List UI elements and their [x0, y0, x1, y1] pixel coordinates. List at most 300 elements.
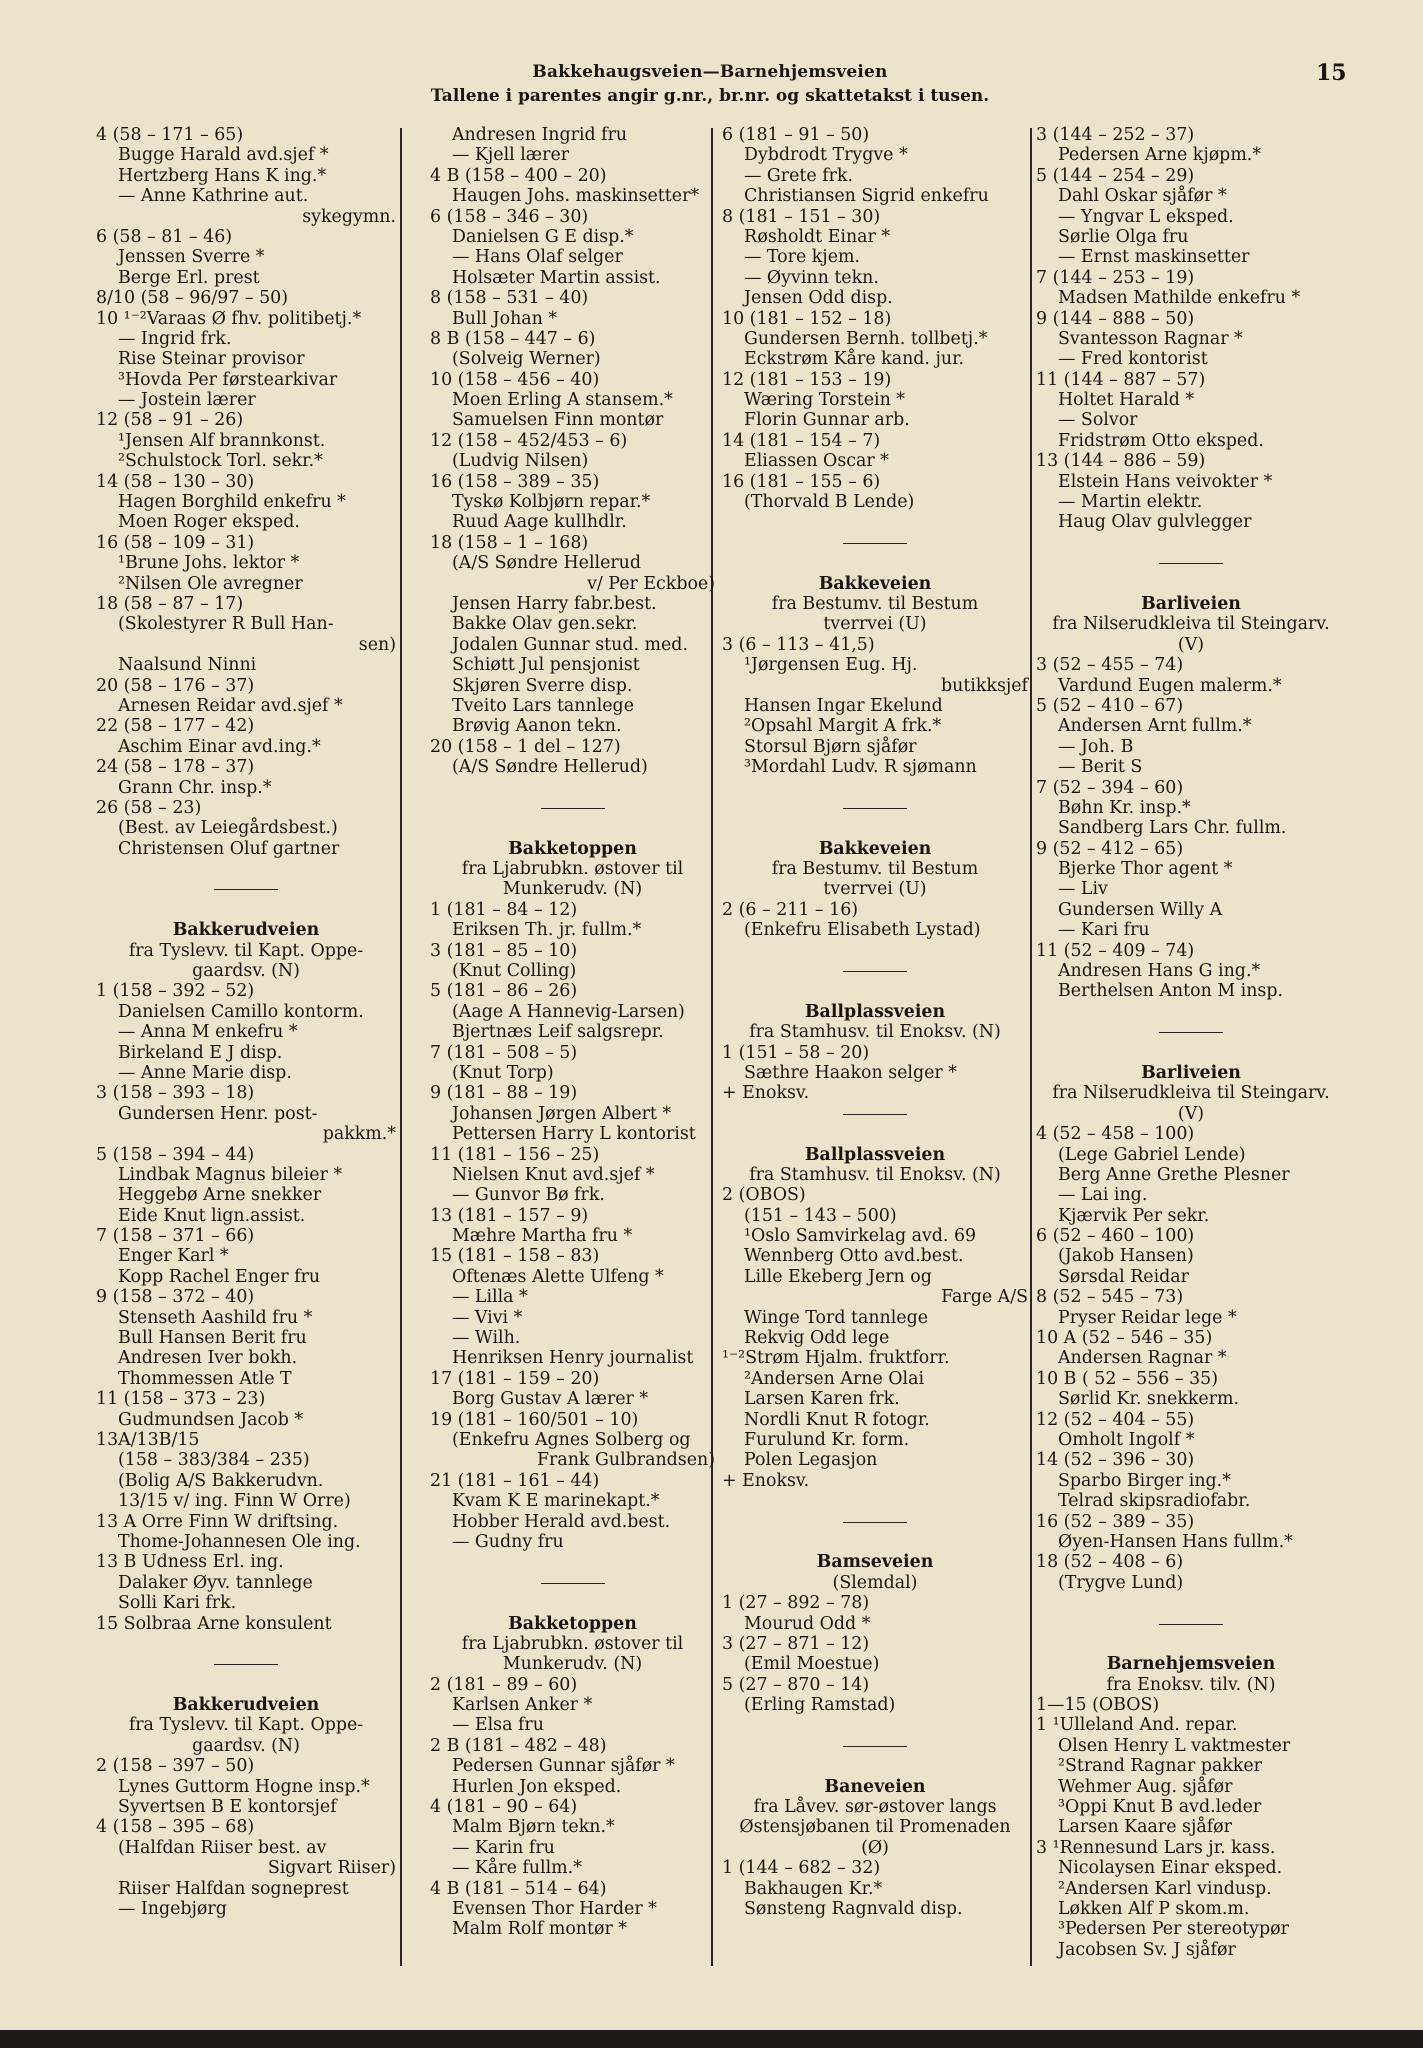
directory-line: ¹Oslo Samvirkelag avd. 69 [744, 1226, 977, 1247]
directory-line: — Solvor [1058, 410, 1138, 431]
directory-line: v/ Per Eckboe) [587, 573, 715, 594]
scan-edge [0, 2030, 1423, 2048]
page-number: 15 [1316, 60, 1347, 86]
directory-line: fra Stamhusv. til Enoksv. (N) [749, 1022, 1001, 1043]
directory-line: (Skolestyrer R Bull Han- [118, 614, 334, 635]
directory-line: Riiser Halfdan sogneprest [118, 1878, 349, 1899]
spacer [96, 1634, 396, 1654]
directory-line: Nielsen Knut avd.sjef * [452, 1164, 655, 1185]
directory-line: — Vivi * [452, 1307, 523, 1328]
directory-line: ²Strand Ragnar pakker [1058, 1756, 1263, 1777]
directory-line: 1—15 (OBOS) [1036, 1695, 1160, 1716]
directory-line: Larsen Karen frk. [744, 1389, 900, 1410]
directory-line: ³Pedersen Per stereotypør [1058, 1919, 1289, 1940]
directory-line: 13A/13B/15 [96, 1430, 200, 1450]
directory-line: fra Nilserudkleiva til Steingarv. [1052, 614, 1330, 635]
directory-line: Enger Karl * [118, 1246, 229, 1267]
directory-line: 21 (181 – 161 – 44) [430, 1470, 600, 1491]
directory-line: Munkerudv. (N) [502, 879, 643, 900]
directory-line: 5 (181 – 86 – 26) [430, 981, 578, 1002]
directory-line: fra Låvev. sør-østover langs [753, 1797, 997, 1818]
directory-line: Bull Johan * [452, 308, 558, 329]
spacer [96, 900, 396, 920]
directory-line: 3 (144 – 252 – 37) [1036, 125, 1195, 145]
directory-line: 5 (52 – 410 – 67) [1036, 695, 1184, 716]
directory-line: Lindbak Magnus bileier * [118, 1164, 343, 1185]
directory-line: 7 (144 – 253 – 19) [1036, 267, 1195, 288]
directory-line: (Trygve Lund) [1058, 1572, 1184, 1593]
directory-line: 16 (52 – 389 – 35) [1036, 1511, 1195, 1532]
directory-line: Hobber Herald avd.best. [452, 1511, 671, 1532]
column-divider [1030, 128, 1032, 1966]
directory-line: 2 (158 – 397 – 50) [96, 1756, 255, 1777]
directory-line: — Kari fru [1058, 920, 1150, 941]
directory-line: 13 (181 – 157 – 9) [430, 1205, 589, 1226]
directory-line: gaardsv. (N) [192, 961, 300, 982]
street-heading: Bakkeveien [818, 838, 932, 859]
directory-line: 10 (181 – 152 – 18) [722, 308, 892, 329]
street-heading: Bakkeveien [818, 573, 932, 594]
directory-line: Pryser Reidar lege * [1058, 1307, 1237, 1328]
directory-line: Lynes Guttorm Hogne insp.* [118, 1776, 370, 1797]
directory-line: — Kåre fullm.* [452, 1858, 582, 1879]
directory-line: ¹Jensen Alf brannkonst. [118, 430, 326, 451]
directory-line: 8 (52 – 545 – 73) [1036, 1287, 1184, 1308]
directory-line: ³Hovda Per førstearkivar [118, 369, 338, 390]
directory-line: Tveito Lars tannlege [452, 695, 634, 716]
directory-line: Dahl Oskar sjåfør * [1058, 186, 1227, 207]
section-divider [430, 1573, 715, 1593]
directory-line: pakkm.* [322, 1124, 396, 1145]
directory-line: Olsen Henry L vaktmester [1058, 1735, 1291, 1756]
directory-line: 12 (52 – 404 – 55) [1036, 1409, 1195, 1430]
directory-line: Grann Chr. insp.* [118, 777, 272, 798]
directory-line: 1 (144 – 682 – 32) [722, 1858, 881, 1879]
spacer [96, 859, 396, 879]
directory-line: butikksjef [940, 675, 1028, 696]
section-divider [722, 1736, 1028, 1756]
directory-line: Omholt Ingolf * [1058, 1430, 1195, 1450]
directory-line: Pettersen Harry L kontorist [452, 1124, 696, 1145]
directory-line: ²Opsahl Margit A frk.* [744, 716, 942, 737]
directory-line: 14 (58 – 130 – 30) [96, 471, 255, 492]
directory-line: Sigvart Riiser) [267, 1858, 396, 1879]
directory-line: Schiøtt Jul pensjonist [452, 655, 640, 676]
directory-line: Sørlie Olga fru [1058, 226, 1189, 247]
directory-line: Madsen Mathilde enkefru * [1058, 288, 1301, 309]
directory-line: (Knut Torp) [452, 1062, 554, 1083]
directory-line: — Lilla * [452, 1287, 528, 1308]
directory-line: Evensen Thor Harder * [452, 1898, 657, 1919]
spacer [722, 512, 1028, 532]
directory-line: ²Andersen Arne Olai [744, 1368, 925, 1389]
street-heading: Barnehjemsveien [1106, 1654, 1276, 1675]
section-divider [722, 1512, 1028, 1532]
directory-line: Bakke Olav gen.sekr. [452, 614, 638, 635]
street-heading: Baneveien [824, 1776, 926, 1797]
directory-line: — Berit S [1058, 757, 1143, 778]
directory-line: 7 (158 – 371 – 66) [96, 1226, 255, 1247]
directory-line: Tyskø Kolbjørn repar.* [452, 492, 651, 513]
directory-line: Samuelsen Finn montør [452, 410, 664, 431]
directory-line: — Ingrid frk. [118, 328, 232, 349]
directory-line: Elstein Hans veivokter * [1058, 471, 1273, 492]
section-divider [722, 798, 1028, 818]
directory-line: 5 (144 – 254 – 29) [1036, 165, 1195, 186]
directory-line: 10 A (52 – 546 – 35) [1036, 1328, 1213, 1349]
directory-line: Jacobsen Sv. J sjåfør [1058, 1939, 1236, 1960]
directory-line: Kjærvik Per sekr. [1058, 1205, 1210, 1226]
directory-line: Frank Gulbrandsen) [536, 1450, 715, 1471]
street-heading: Ballplassveien [804, 1144, 946, 1165]
directory-line: — Jostein lærer [118, 390, 256, 411]
directory-line: 13 (144 – 886 – 59) [1036, 451, 1206, 472]
spacer [430, 818, 715, 838]
directory-line: 2 B (181 – 482 – 48) [430, 1735, 607, 1756]
section-divider [430, 798, 715, 818]
directory-line: Holtet Harald * [1058, 390, 1195, 411]
directory-line: 8 (181 – 151 – 30) [722, 206, 881, 227]
directory-line: — Gunvor Bø frk. [452, 1185, 605, 1206]
directory-line: 3 ¹Rennesund Lars jr. kass. [1036, 1837, 1276, 1858]
directory-line: fra Bestumv. til Bestum [771, 859, 979, 880]
directory-line: Hagen Borghild enkefru * [118, 492, 346, 513]
directory-line: tverrvei (U) [823, 879, 927, 900]
directory-line: Jensen Odd disp. [744, 288, 893, 309]
directory-line: — Grete frk. [744, 165, 854, 186]
directory-line: Moen Roger eksped. [118, 512, 300, 533]
directory-line: (Jakob Hansen) [1058, 1246, 1194, 1267]
directory-line: Munkerudv. (N) [502, 1654, 643, 1675]
directory-line: ³Mordahl Ludv. R sjømann [744, 757, 977, 778]
directory-line: — Ingebjørg [118, 1898, 227, 1919]
directory-line: 12 (181 – 153 – 19) [722, 369, 892, 390]
directory-line: Telrad skipsradiofabr. [1058, 1491, 1251, 1512]
directory-line: (Ø) [861, 1837, 889, 1858]
directory-line: — Anne Kathrine aut. [118, 186, 309, 207]
directory-line: 12 (158 – 452/453 – 6) [430, 430, 628, 451]
column-3 [722, 125, 1028, 1919]
directory-line: 16 (158 – 389 – 35) [430, 471, 600, 492]
directory-line: Gundersen Bernh. tollbetj.* [744, 328, 988, 349]
directory-line: 1 (181 – 84 – 12) [430, 899, 578, 920]
directory-line: — Fred kontorist [1058, 349, 1208, 370]
directory-line: 11 (52 – 409 – 74) [1036, 940, 1195, 961]
directory-line: 3 (181 – 85 – 10) [430, 940, 578, 961]
directory-line: Bjerke Thor agent * [1058, 859, 1233, 880]
directory-line: Nicolaysen Einar eksped. [1058, 1858, 1283, 1879]
directory-line: Naalsund Ninni [118, 655, 257, 676]
directory-line: Christensen Oluf gartner [118, 838, 340, 859]
directory-line: Eriksen Th. jr. fullm.* [452, 920, 642, 941]
directory-line: 2 (6 – 211 – 16) [722, 899, 859, 920]
directory-line: Gundersen Henr. post- [118, 1103, 318, 1124]
directory-line: Rise Steinar provisor [118, 349, 305, 370]
directory-line: 4 B (158 – 400 – 20) [430, 165, 607, 186]
spacer [430, 1552, 715, 1572]
spacer [430, 1593, 715, 1613]
directory-line: 7 (52 – 394 – 60) [1036, 777, 1184, 798]
directory-line: 1 (151 – 58 – 20) [722, 1042, 870, 1063]
directory-line: 18 (58 – 87 – 17) [96, 593, 244, 614]
directory-line: (Halfdan Riiser best. av [118, 1837, 327, 1858]
directory-line: Fridstrøm Otto eksped. [1058, 430, 1264, 451]
directory-line: ²Andersen Karl vindusp. [1058, 1878, 1272, 1899]
directory-line: — Lai ing. [1058, 1185, 1148, 1206]
directory-line: Lille Ekeberg Jern og [744, 1266, 932, 1287]
directory-line: (A/S Søndre Hellerud) [452, 757, 648, 778]
directory-line: 6 (181 – 91 – 50) [722, 125, 870, 145]
directory-line: (Slemdal) [832, 1572, 918, 1593]
directory-line: 3 (158 – 393 – 18) [96, 1083, 255, 1104]
street-heading: Barliveien [1141, 1062, 1241, 1083]
spacer [722, 1756, 1028, 1776]
section-divider [722, 533, 1028, 553]
section-divider [1036, 553, 1346, 573]
directory-line: Malm Bjørn tekn.* [452, 1817, 615, 1838]
column-2 [430, 125, 715, 1940]
directory-line: Brøvig Aanon tekn. [452, 716, 622, 737]
directory-line: fra Nilserudkleiva til Steingarv. [1052, 1083, 1330, 1104]
directory-line: Haugen Johs. maskinsetter* [452, 186, 700, 207]
column-1 [96, 125, 396, 1919]
directory-line: ¹Jørgensen Eug. Hj. [744, 655, 918, 676]
directory-line: Thome-Johannesen Ole ing. [118, 1531, 361, 1552]
directory-line: 3 (27 – 871 – 12) [722, 1633, 870, 1654]
directory-line: 22 (58 – 177 – 42) [96, 716, 255, 737]
directory-line: Thommessen Atle T [118, 1368, 292, 1389]
spacer [430, 778, 715, 798]
directory-line: 15 Solbraa Arne konsulent [96, 1613, 332, 1634]
spacer [1036, 574, 1346, 594]
directory-line: — Martin elektr. [1058, 492, 1203, 513]
spacer [722, 1715, 1028, 1735]
spacer [1036, 1593, 1346, 1613]
directory-line: Andresen Ingrid fru [452, 125, 628, 145]
directory-line: (V) [1177, 1103, 1205, 1124]
directory-line: Pedersen Arne kjøpm.* [1058, 145, 1262, 166]
directory-line: 4 (52 – 458 – 100) [1036, 1124, 1195, 1145]
directory-line: 10 ¹⁻²Varaas Ø fhv. politibetj.* [96, 308, 362, 329]
spacer [722, 1532, 1028, 1552]
directory-line: Østensjøbanen til Promenaden [739, 1817, 1011, 1838]
directory-line: 9 (144 – 888 – 50) [1036, 308, 1195, 329]
directory-line: — Anna M enkefru * [118, 1022, 298, 1043]
directory-line: 6 (158 – 346 – 30) [430, 206, 589, 227]
directory-line: Rekvig Odd lege [744, 1328, 890, 1349]
directory-line: 7 (181 – 508 – 5) [430, 1042, 578, 1063]
directory-line: Sæthre Haakon selger * [744, 1062, 957, 1083]
directory-line: (151 – 143 – 500) [744, 1205, 897, 1226]
directory-line: 3 (6 – 113 – 41,5) [722, 634, 875, 655]
directory-line: Løkken Alf P skom.m. [1058, 1898, 1250, 1919]
street-heading: Bamseveien [816, 1552, 934, 1573]
directory-line: Danielsen G E disp.* [452, 226, 634, 247]
directory-line: fra Tyslevv. til Kapt. Oppe- [128, 1715, 364, 1736]
page-header-title: Bakkehaugsveien—Barnehjemsveien [532, 62, 888, 82]
directory-line: Oftenæs Alette Ulfeng * [452, 1266, 664, 1287]
directory-line: 18 (52 – 408 – 6) [1036, 1552, 1184, 1573]
directory-line: Røsholdt Einar * [744, 226, 891, 247]
directory-line: 1 (27 – 892 – 78) [722, 1593, 870, 1614]
directory-line: Aschim Einar avd.ing.* [118, 736, 321, 757]
directory-line: Danielsen Camillo kontorm. [118, 1001, 364, 1022]
street-heading: Bakkerudveien [172, 920, 320, 941]
directory-line: — Ernst maskinsetter [1058, 247, 1250, 268]
directory-line: sen) [358, 634, 396, 655]
directory-line: 9 (158 – 372 – 40) [96, 1287, 255, 1308]
directory-line: Berge Erl. prest [118, 267, 260, 288]
directory-line: 4 (181 – 90 – 64) [430, 1797, 578, 1818]
spacer [722, 1491, 1028, 1511]
directory-line: Christiansen Sigrid enkefru [744, 186, 989, 207]
directory-line: Dalaker Øyv. tannlege [118, 1572, 313, 1593]
spacer [1036, 1634, 1346, 1654]
directory-line: Haug Olav gulvlegger [1058, 512, 1252, 533]
directory-line: fra Enoksv. tilv. (N) [1106, 1674, 1276, 1695]
spacer [722, 778, 1028, 798]
directory-line: 16 (181 – 155 – 6) [722, 471, 881, 492]
street-heading: Bakkerudveien [172, 1695, 320, 1716]
directory-line: Sandberg Lars Chr. fullm. [1058, 818, 1287, 839]
directory-line: 8/10 (58 – 96/97 – 50) [96, 288, 289, 309]
directory-line: (Solveig Werner) [452, 349, 601, 370]
directory-line: + Enoksv. [722, 1083, 810, 1104]
directory-line: (158 – 383/384 – 235) [118, 1450, 310, 1471]
directory-line: Mourud Odd * [744, 1613, 871, 1634]
directory-line: 11 (181 – 156 – 25) [430, 1144, 600, 1165]
directory-line: Wehmer Aug. sjåfør [1058, 1776, 1233, 1797]
section-divider [722, 1104, 1028, 1124]
directory-line: 5 (27 – 870 – 14) [722, 1674, 870, 1695]
directory-line: — Joh. B [1058, 736, 1134, 757]
directory-line: 1 ¹Ulleland And. repar. [1036, 1715, 1238, 1736]
directory-line: 19 (181 – 160/501 – 10) [430, 1409, 639, 1430]
directory-line: Sørlid Kr. snekkerm. [1058, 1389, 1240, 1410]
directory-line: 9 (52 – 412 – 65) [1036, 838, 1184, 859]
street-heading: Ballplassveien [804, 1001, 946, 1022]
directory-line: Nordli Knut R fotogr. [744, 1409, 930, 1430]
directory-line: 20 (158 – 1 del – 127) [430, 736, 621, 757]
directory-line: 8 B (158 – 447 – 6) [430, 328, 596, 349]
directory-line: Andresen Iver bokh. [118, 1348, 298, 1369]
directory-line: (Knut Colling) [452, 961, 577, 982]
directory-line: — Yngvar L eksped. [1058, 206, 1234, 227]
section-divider [96, 1654, 396, 1674]
directory-line: 3 (52 – 455 – 74) [1036, 655, 1184, 676]
directory-line: + Enoksv. [722, 1470, 810, 1491]
spacer [722, 818, 1028, 838]
directory-line: Malm Rolf montør * [452, 1919, 628, 1940]
column-divider [400, 128, 402, 1966]
directory-line: Eckstrøm Kåre kand. jur. [744, 349, 964, 370]
directory-line: 1 (158 – 392 – 52) [96, 981, 255, 1002]
directory-line: Vardund Eugen malerm.* [1058, 675, 1282, 696]
directory-line: Mæhre Martha fru * [452, 1226, 633, 1247]
directory-line: ¹Brune Johs. lektor * [118, 553, 300, 574]
directory-line: Sparbo Birger ing.* [1058, 1470, 1231, 1491]
directory-line: Kopp Rachel Enger fru [118, 1266, 321, 1287]
directory-line: Andersen Ragnar * [1058, 1348, 1227, 1369]
directory-line: Polen Legasjon [744, 1450, 878, 1471]
directory-line: (Emil Moestue) [744, 1654, 880, 1675]
directory-line: (Enkefru Elisabeth Lystad) [744, 920, 981, 941]
directory-line: Heggebø Arne snekker [118, 1185, 322, 1206]
directory-line: tverrvei (U) [823, 614, 927, 635]
directory-line: Bøhn Kr. insp.* [1058, 797, 1191, 818]
directory-line: Farge A/S [941, 1287, 1028, 1308]
directory-line: sykegymn. [302, 206, 396, 227]
directory-line: ³Oppi Knut B avd.leder [1058, 1797, 1262, 1818]
directory-line: 13 B Udness Erl. ing. [96, 1552, 284, 1573]
directory-line: Pedersen Gunnar sjåfør * [452, 1756, 675, 1777]
spacer [722, 981, 1028, 1001]
directory-line: 14 (52 – 396 – 30) [1036, 1450, 1195, 1471]
directory-line: 10 (158 – 456 – 40) [430, 369, 600, 390]
directory-line: (Enkefru Agnes Solberg og [452, 1430, 691, 1450]
directory-line: Eide Knut lign.assist. [118, 1205, 306, 1226]
directory-line: — Kjell lærer [452, 145, 570, 166]
street-heading: Bakketoppen [508, 838, 637, 859]
directory-line: Ruud Aage kullhdlr. [452, 512, 627, 533]
directory-line: 4 (158 – 395 – 68) [96, 1817, 255, 1838]
directory-line: Karlsen Anker * [452, 1695, 593, 1716]
directory-line: Hurlen Jon eksped. [452, 1776, 622, 1797]
directory-line: Bjertnæs Leif salgsrepr. [452, 1022, 664, 1043]
section-divider [96, 879, 396, 899]
directory-line: Dybdrodt Trygve * [744, 145, 908, 166]
directory-line: (Best. av Leiegårdsbest.) [118, 818, 338, 839]
spacer [1036, 533, 1346, 553]
directory-line: Moen Erling A stansem.* [452, 390, 673, 411]
spacer [722, 1124, 1028, 1144]
street-heading: Bakketoppen [508, 1613, 637, 1634]
directory-line: 13/15 v/ ing. Finn W Orre) [118, 1491, 351, 1512]
directory-line: ¹⁻²Strøm Hjalm. fruktforr. [722, 1348, 950, 1369]
directory-line: 14 (181 – 154 – 7) [722, 430, 881, 451]
directory-line: fra Bestumv. til Bestum [771, 593, 979, 614]
directory-line: 12 (58 – 91 – 26) [96, 410, 244, 431]
directory-line: Bugge Harald avd.sjef * [118, 145, 329, 166]
directory-line: 16 (58 – 109 – 31) [96, 532, 255, 553]
directory-line: 5 (158 – 394 – 44) [96, 1144, 255, 1165]
directory-line: 18 (158 – 1 – 168) [430, 532, 589, 553]
directory-line: Birkeland E J disp. [118, 1042, 283, 1063]
directory-line: fra Ljabrubkn. østover til [461, 859, 684, 880]
street-heading: Barliveien [1141, 593, 1241, 614]
directory-line: Berg Anne Grethe Plesner [1058, 1164, 1290, 1185]
directory-line: Kvam K E marinekapt.* [452, 1491, 660, 1512]
directory-line: 11 (158 – 373 – 23) [96, 1389, 266, 1410]
directory-line: fra Ljabrubkn. østover til [461, 1633, 684, 1654]
directory-line: (A/S Søndre Hellerud [452, 553, 642, 574]
directory-line: 24 (58 – 178 – 37) [96, 757, 255, 778]
section-divider [1036, 1022, 1346, 1042]
directory-line: Furulund Kr. form. [744, 1430, 910, 1450]
column-4 [1036, 125, 1346, 1960]
directory-line: Andersen Arnt fullm.* [1058, 716, 1252, 737]
directory-line: — Tore kjem. [744, 247, 861, 268]
directory-line: Hertzberg Hans K ing.* [118, 165, 327, 186]
directory-line: Larsen Kaare sjåfør [1058, 1817, 1232, 1838]
spacer [1036, 1002, 1346, 1022]
directory-line: Gudmundsen Jacob * [118, 1409, 304, 1430]
spacer [1036, 1043, 1346, 1063]
directory-line: 6 (52 – 460 – 100) [1036, 1226, 1195, 1247]
directory-line: ²Nilsen Ole avregner [118, 573, 303, 594]
directory-line: 20 (58 – 176 – 37) [96, 675, 255, 696]
directory-line: (Ludvig Nilsen) [452, 451, 589, 472]
